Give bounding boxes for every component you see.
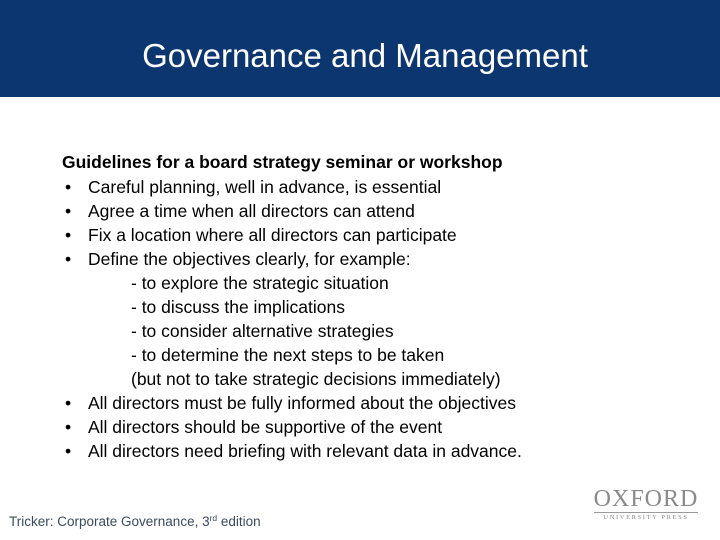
title-bar <box>0 0 720 97</box>
list-item-text: Fix a location where all directors can participate <box>88 225 457 245</box>
list-item-text: Define the objectives clearly, for example: <box>88 249 411 269</box>
logo-subtitle: UNIVERSITY PRESS <box>603 514 689 521</box>
list-item <box>62 247 702 271</box>
logo-wordmark: OXFORD <box>593 486 699 512</box>
list-item-text: Careful planning, well in advance, is essential <box>88 177 442 197</box>
list-item-text: All directors should be supportive of the event <box>88 417 443 437</box>
content-heading: Guidelines for a board strategy seminar or workshop <box>62 152 503 172</box>
sub-item-text: - to consider alternative strategies <box>131 321 394 341</box>
list-item-text: All directors need briefing with relevant data in advance. <box>88 441 522 461</box>
list-item <box>62 175 702 199</box>
citation-suffix: edition <box>217 514 261 529</box>
guideline-list <box>62 175 702 463</box>
slide-title: Governance and Management <box>142 37 588 74</box>
source-citation <box>9 513 261 529</box>
bullet-marker: • <box>65 177 72 197</box>
sub-item-text: - to explore the strategic situation <box>131 273 389 293</box>
logo-divider <box>594 512 698 513</box>
bullet-marker: • <box>65 201 72 221</box>
list-item <box>62 439 702 463</box>
slide-content <box>62 151 702 463</box>
list-item <box>62 391 702 415</box>
citation-ordinal: rd <box>209 513 218 523</box>
list-item <box>62 199 702 223</box>
sub-item <box>62 295 702 319</box>
bullet-marker: • <box>65 417 72 437</box>
list-item-text: All directors must be fully informed about the objectives <box>88 393 516 413</box>
list-item <box>62 415 702 439</box>
list-item <box>62 223 702 247</box>
sub-item <box>62 343 702 367</box>
sub-item-text: - to discuss the implications <box>131 297 345 317</box>
sub-item <box>62 319 702 343</box>
sub-item <box>62 367 702 391</box>
bullet-marker: • <box>65 441 72 461</box>
citation-prefix: Tricker: Corporate Governance, 3 <box>9 514 210 529</box>
list-item-text: Agree a time when all directors can attend <box>88 201 415 221</box>
bullet-marker: • <box>65 225 72 245</box>
bullet-marker: • <box>65 249 72 269</box>
oxford-logo <box>590 487 702 521</box>
sub-item <box>62 271 702 295</box>
sub-item-text: (but not to take strategic decisions immediately) <box>131 369 501 389</box>
sub-item-text: - to determine the next steps to be taken <box>131 345 445 365</box>
bullet-marker: • <box>65 393 72 413</box>
